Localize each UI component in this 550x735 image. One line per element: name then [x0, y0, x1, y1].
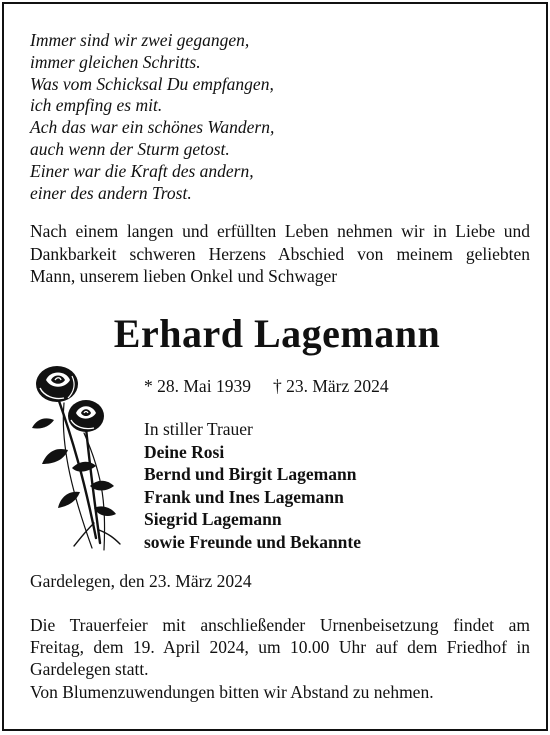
funeral-info — [30, 614, 530, 703]
mourner-name: sowie Freunde und Bekannte — [144, 531, 362, 552]
birth-date: * 28. Mai 1939 — [144, 376, 251, 396]
info-line: Von Blumenzuwendungen bitten wir Abstand zu nehmen. — [30, 681, 434, 702]
mourners-heading: In stiller Trauer — [144, 419, 253, 439]
place-date: Gardelegen, den 23. März 2024 — [30, 571, 252, 591]
poem-line: einer des andern Trost. — [30, 182, 192, 203]
poem-line: auch wenn der Sturm getost. — [30, 138, 230, 159]
mourner-name: Bernd und Birgit Lagemann — [144, 464, 357, 485]
poem-line: Ach das war ein schönes Wandern, — [30, 117, 275, 138]
poem-line: immer gleichen Schritts. — [30, 51, 201, 72]
intro-line: Dankbarkeit schweren Herzens Abschied von meinem geliebten — [30, 243, 530, 264]
intro-line: Nach einem langen und erfüllten Leben nehmen wir in Liebe und — [30, 221, 530, 241]
info-line: Gardelegen statt. — [30, 659, 149, 680]
poem-line: Einer war die Kraft des andern, — [30, 160, 254, 181]
poem-line: Was vom Schicksal Du empfangen, — [30, 73, 274, 94]
poem-line: Immer sind wir zwei gegangen, — [30, 30, 250, 50]
deceased-name: Erhard Lagemann — [113, 311, 441, 356]
death-date: † 23. März 2024 — [272, 376, 389, 396]
life-dates — [144, 375, 389, 397]
intro-text — [30, 220, 530, 288]
mourner-name: Frank und Ines Lagemann — [144, 486, 344, 507]
poem-line: ich empfing es mit. — [30, 95, 163, 116]
mourner-name: Deine Rosi — [144, 441, 225, 462]
poem — [30, 30, 274, 204]
intro-line: Mann, unserem lieben Onkel und Schwager — [30, 266, 338, 286]
obituary-notice — [2, 2, 548, 731]
info-line: Freitag, dem 19. April 2024, um 10.00 Uhr auf dem Friedhof in — [30, 637, 530, 658]
info-line: Die Trauerfeier mit anschließender Urnenbeisetzung findet am — [30, 615, 530, 635]
rose-icon — [24, 358, 134, 558]
mourners-block — [144, 418, 361, 554]
mourner-name: Siegrid Lagemann — [144, 509, 282, 530]
